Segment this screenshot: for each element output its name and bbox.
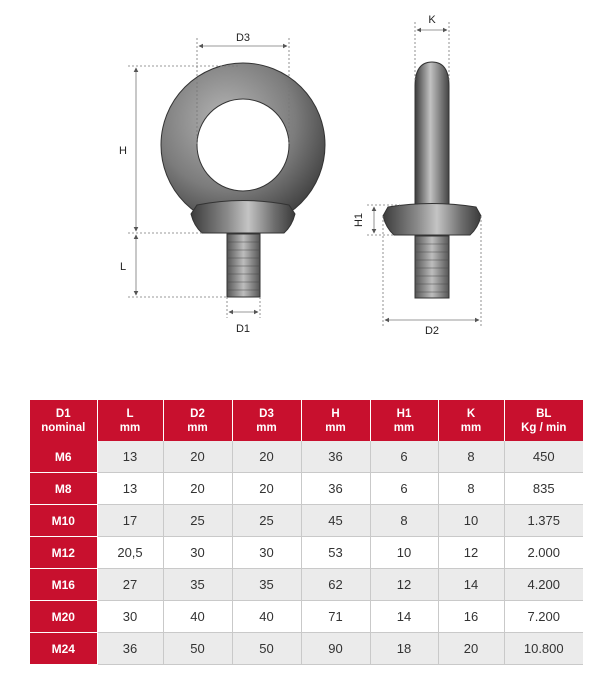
table-cell: 835	[504, 473, 583, 505]
table-row	[30, 537, 583, 569]
dimension-table	[30, 400, 583, 665]
table-cell: 35	[232, 569, 301, 601]
side-threaded-shank	[415, 236, 449, 298]
table-cell: 10.800	[504, 633, 583, 665]
table-cell: 20	[163, 441, 232, 473]
table-cell: 62	[301, 569, 370, 601]
label-d2: D2	[424, 325, 440, 337]
row-label: M10	[30, 505, 97, 537]
front-view	[119, 32, 325, 335]
table-cell: 27	[97, 569, 163, 601]
table-cell: 30	[97, 601, 163, 633]
table-cell: 25	[232, 505, 301, 537]
table-cell: 50	[163, 633, 232, 665]
table-cell: 7.200	[504, 601, 583, 633]
table-cell: 4.200	[504, 569, 583, 601]
side-collar	[383, 204, 481, 236]
table-cell: 14	[438, 569, 504, 601]
table-cell: 30	[163, 537, 232, 569]
header-d2: D2 mm	[163, 400, 232, 441]
header-h1: H1 mm	[370, 400, 438, 441]
table-cell: 30	[232, 537, 301, 569]
table-cell: 13	[97, 473, 163, 505]
table-cell: 20,5	[97, 537, 163, 569]
table-cell: 12	[370, 569, 438, 601]
label-d3: D3	[235, 32, 251, 44]
table-cell: 20	[232, 473, 301, 505]
header-d1: D1 nominal	[30, 400, 97, 441]
table-cell: 6	[370, 441, 438, 473]
table-header-row	[30, 400, 583, 441]
table-cell: 35	[163, 569, 232, 601]
row-label: M16	[30, 569, 97, 601]
table-cell: 45	[301, 505, 370, 537]
table-cell: 20	[163, 473, 232, 505]
table-cell: 2.000	[504, 537, 583, 569]
table-cell: 40	[163, 601, 232, 633]
table-cell: 25	[163, 505, 232, 537]
table-cell: 10	[438, 505, 504, 537]
label-h: H	[119, 145, 127, 157]
label-d1: D1	[235, 323, 251, 335]
table-cell: 20	[232, 441, 301, 473]
header-h: H mm	[301, 400, 370, 441]
row-label: M6	[30, 441, 97, 473]
label-h1: H1	[353, 212, 365, 228]
table-row	[30, 569, 583, 601]
table-cell: 6	[370, 473, 438, 505]
table-cell: 13	[97, 441, 163, 473]
table-cell: 20	[438, 633, 504, 665]
header-k: K mm	[438, 400, 504, 441]
header-l: L mm	[97, 400, 163, 441]
table-cell: 1.375	[504, 505, 583, 537]
table-cell: 53	[301, 537, 370, 569]
label-l: L	[119, 261, 127, 273]
table-cell: 10	[370, 537, 438, 569]
collar	[191, 201, 295, 234]
table-cell: 71	[301, 601, 370, 633]
table-cell: 8	[438, 473, 504, 505]
row-label: M8	[30, 473, 97, 505]
threaded-shank	[227, 234, 260, 297]
table-row	[30, 441, 583, 473]
table-row	[30, 601, 583, 633]
table-row	[30, 633, 583, 665]
table-row	[30, 473, 583, 505]
row-label: M20	[30, 601, 97, 633]
table-cell: 36	[301, 441, 370, 473]
table-cell: 36	[301, 473, 370, 505]
side-view	[353, 14, 481, 337]
table-cell: 8	[370, 505, 438, 537]
table-cell: 18	[370, 633, 438, 665]
table-cell: 12	[438, 537, 504, 569]
table-cell: 14	[370, 601, 438, 633]
table-cell: 16	[438, 601, 504, 633]
header-bl: BL Kg / min	[504, 400, 583, 441]
table-cell: 50	[232, 633, 301, 665]
header-d3: D3 mm	[232, 400, 301, 441]
label-k: K	[428, 14, 436, 26]
table-cell: 90	[301, 633, 370, 665]
table-row	[30, 505, 583, 537]
table-cell: 8	[438, 441, 504, 473]
table-cell: 450	[504, 441, 583, 473]
row-label: M24	[30, 633, 97, 665]
table-cell: 40	[232, 601, 301, 633]
table-cell: 17	[97, 505, 163, 537]
table-cell: 36	[97, 633, 163, 665]
side-ring	[415, 62, 449, 205]
row-label: M12	[30, 537, 97, 569]
